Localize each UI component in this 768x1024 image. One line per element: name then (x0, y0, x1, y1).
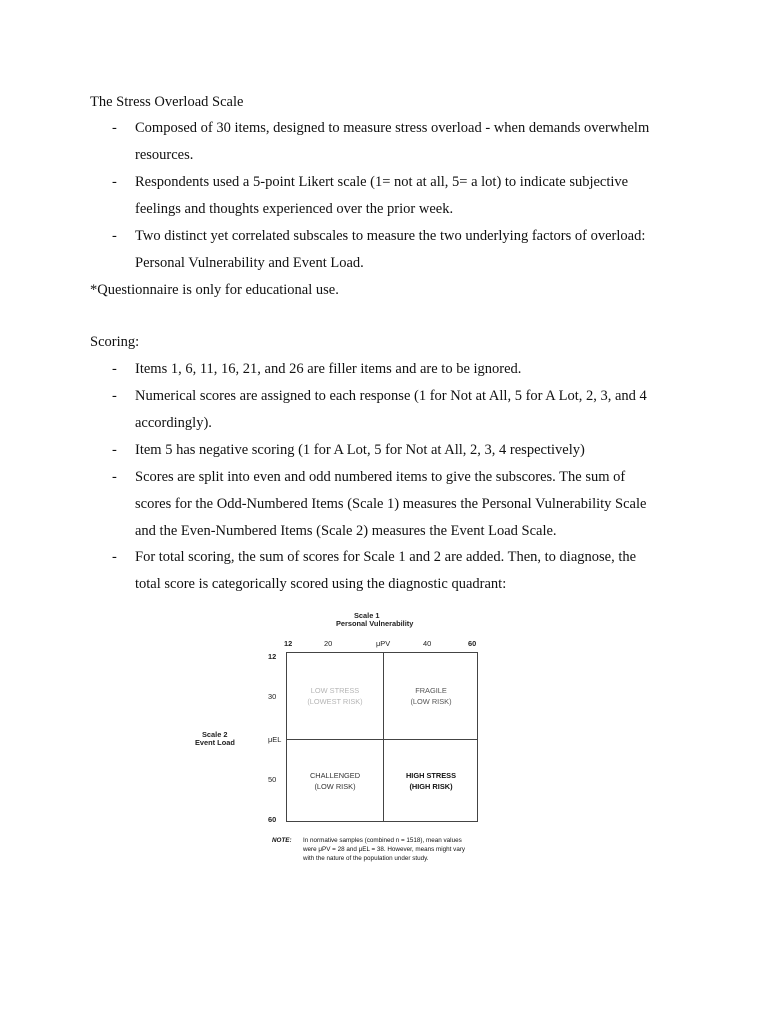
list-item-line: Item 5 has negative scoring (1 for A Lot, 5 for Not at All, 2, 3, 4 respectively) (135, 442, 585, 458)
diagnostic-quadrant-figure (186, 604, 496, 876)
list-item-line: Composed of 30 items, designed to measure stress overload - when demands overwhelm (135, 120, 650, 136)
quadrant-fragile (383, 685, 479, 707)
list-item (135, 464, 695, 545)
y-tick: 50 (268, 775, 277, 784)
list-item (135, 223, 695, 277)
list-item (135, 169, 695, 223)
x-tick: 20 (324, 639, 333, 648)
bullet-marker: - (112, 361, 117, 377)
y-tick: 12 (268, 652, 277, 661)
quadrant-risk: (LOW RISK) (314, 782, 356, 791)
grid-divider-vertical (383, 653, 384, 821)
list-item (135, 115, 695, 169)
quadrant-label: LOW STRESS (310, 686, 360, 695)
list-item-line: and the Even-Numbered Items (Scale 2) measures the Event Load Scale. (135, 523, 557, 539)
list-item (135, 437, 695, 464)
bullet-marker: - (112, 469, 117, 485)
bullet-marker: - (112, 174, 117, 190)
y-axis-subtitle: Event Load (195, 738, 235, 747)
list-item (135, 383, 695, 437)
quadrant-grid (286, 652, 478, 822)
quadrant-risk: (LOW RISK) (410, 697, 452, 706)
footnote: *Questionnaire is only for educational use. (90, 282, 339, 298)
x-tick: 40 (423, 639, 432, 648)
bullet-marker: - (112, 388, 117, 404)
quadrant-challenged (287, 770, 383, 792)
grid-divider-horizontal (287, 739, 477, 740)
y-tick: 60 (268, 815, 277, 824)
quadrant-label: CHALLENGED (309, 771, 361, 780)
quadrant-risk: (HIGH RISK) (409, 782, 453, 791)
x-tick: 12 (284, 639, 293, 648)
list-item-line: Personal Vulnerability and Event Load. (135, 255, 364, 271)
y-axis-title: Scale 2 (202, 730, 228, 739)
quadrant-low-stress (287, 685, 383, 707)
x-axis-subtitle: Personal Vulnerability (336, 619, 414, 628)
list-item-line: For total scoring, the sum of scores for Scale 1 and 2 are added. Then, to diagnose, the (135, 549, 637, 565)
list-item-line: feelings and thoughts experienced over the prior week. (135, 201, 454, 217)
list-item-line: scores for the Odd-Numbered Items (Scale 1) measures the Personal Vulnerability Scale (135, 496, 647, 512)
note-text (303, 836, 495, 863)
quadrant-label: HIGH STRESS (405, 771, 457, 780)
list-item-line: Respondents used a 5-point Likert scale (1= not at all, 5= a lot) to indicate subjective (135, 174, 629, 190)
list-item-line: accordingly). (135, 415, 212, 431)
list-item (135, 356, 695, 383)
list-item-line: Items 1, 6, 11, 16, 21, and 26 are filler items and are to be ignored. (135, 361, 522, 377)
note-line: with the nature of the population under study. (303, 855, 429, 862)
bullet-marker: - (112, 549, 117, 565)
list-item (135, 544, 695, 598)
note-line: In normative samples (combined n = 1518), mean values (303, 837, 462, 844)
list-item-line: Two distinct yet correlated subscales to measure the two underlying factors of overload: (135, 228, 646, 244)
x-axis-title: Scale 1 (354, 611, 380, 620)
list-item-line: total score is categorically scored using the diagnostic quadrant: (135, 576, 507, 592)
y-tick: μEL (268, 735, 282, 744)
quadrant-risk: (LOWEST RISK) (307, 697, 363, 706)
scoring-heading: Scoring: (90, 334, 140, 350)
quadrant-high-stress (383, 770, 479, 792)
note-label: NOTE: (272, 837, 292, 844)
bullet-marker: - (112, 120, 117, 136)
list-item-line: Scores are split into even and odd numbered items to give the subscores. The sum of (135, 469, 626, 485)
bullet-marker: - (112, 228, 117, 244)
bullet-marker: - (112, 442, 117, 458)
section-title: The Stress Overload Scale (90, 94, 244, 110)
quadrant-label: FRAGILE (415, 686, 447, 695)
x-tick: μPV (376, 639, 391, 648)
list-item-line: resources. (135, 147, 194, 163)
list-item-line: Numerical scores are assigned to each response (1 for Not at All, 5 for A Lot, 2, 3, and 4 (135, 388, 647, 404)
y-tick: 30 (268, 692, 277, 701)
note-line: were μPV = 28 and μEL = 38. However, means might vary (303, 846, 466, 853)
x-tick: 60 (468, 639, 477, 648)
